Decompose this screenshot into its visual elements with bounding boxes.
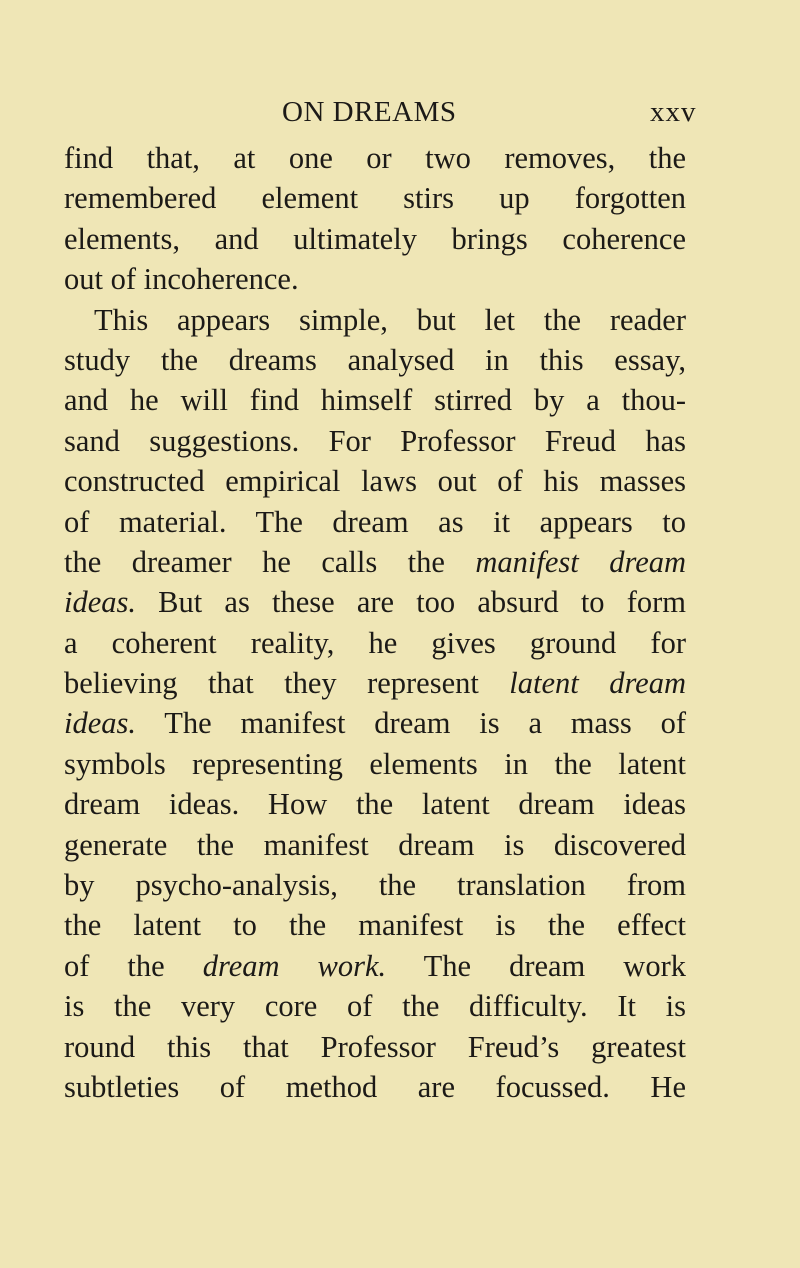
text-line bbox=[64, 138, 686, 178]
text-segment: remembered element stirs up forgotten bbox=[64, 181, 686, 216]
text-line bbox=[64, 259, 686, 299]
text-line bbox=[64, 946, 686, 986]
text-line bbox=[64, 542, 686, 582]
text-segment: generate the manifest dream is discovered bbox=[64, 827, 686, 862]
text-line bbox=[64, 825, 686, 865]
text-segment: dream ideas. How the latent dream ideas bbox=[64, 787, 686, 822]
text-line bbox=[64, 421, 686, 461]
text-segment: the dreamer he calls the bbox=[64, 544, 476, 579]
text-line bbox=[64, 623, 686, 663]
page-number: xxv bbox=[650, 96, 697, 128]
italic-term: dream work. bbox=[202, 948, 387, 983]
text-segment: subtleties of method are focussed. He bbox=[64, 1069, 686, 1104]
text-segment: The dream work bbox=[386, 948, 686, 983]
text-segment: the latent to the manifest is the effect bbox=[64, 908, 686, 943]
italic-term: latent dream bbox=[509, 666, 687, 701]
text-segment: by psycho-analysis, the translation from bbox=[64, 868, 686, 903]
text-line bbox=[64, 300, 686, 340]
text-line bbox=[64, 986, 686, 1026]
text-segment: believing that they represent bbox=[64, 666, 510, 701]
text-segment: But as these are too absurd to form bbox=[136, 585, 686, 620]
text-line bbox=[64, 582, 686, 622]
text-segment: sand suggestions. For Professor Freud has bbox=[64, 423, 686, 458]
text-segment: This appears simple, but let the reader bbox=[94, 302, 686, 337]
text-line bbox=[64, 1067, 686, 1107]
italic-term: ideas. bbox=[64, 706, 137, 741]
text-line bbox=[64, 178, 686, 218]
text-segment: The manifest dream is a mass of bbox=[136, 706, 686, 741]
text-segment: of the bbox=[64, 948, 203, 983]
text-line bbox=[64, 703, 686, 743]
text-line bbox=[64, 461, 686, 501]
text-line bbox=[64, 219, 686, 259]
text-segment: of material. The dream as it appears to bbox=[64, 504, 686, 539]
running-title: ON DREAMS bbox=[282, 96, 457, 128]
italic-term: manifest dream bbox=[475, 544, 687, 579]
text-line bbox=[64, 865, 686, 905]
text-line bbox=[64, 663, 686, 703]
text-line bbox=[64, 905, 686, 945]
text-segment: study the dreams analysed in this essay, bbox=[64, 342, 686, 377]
text-segment: constructed empirical laws out of his masses bbox=[64, 464, 686, 499]
text-line bbox=[64, 380, 686, 420]
italic-term: ideas. bbox=[64, 585, 137, 620]
text-line bbox=[64, 1027, 686, 1067]
text-segment: find that, at one or two removes, the bbox=[64, 141, 686, 175]
text-segment: symbols representing elements in the latent bbox=[64, 746, 686, 781]
text-segment: round this that Professor Freud’s greatest bbox=[64, 1029, 686, 1064]
text-segment: out of incoherence. bbox=[64, 262, 299, 297]
text-segment: and he will find himself stirred by a thou- bbox=[64, 383, 686, 418]
body-text bbox=[64, 138, 686, 1107]
text-line bbox=[64, 784, 686, 824]
text-line bbox=[64, 744, 686, 784]
text-segment: is the very core of the difficulty. It is bbox=[64, 989, 686, 1024]
text-segment: a coherent reality, he gives ground for bbox=[64, 625, 686, 660]
running-head bbox=[0, 92, 800, 132]
text-line bbox=[64, 502, 686, 542]
text-segment: elements, and ultimately brings coherence bbox=[64, 221, 686, 256]
text-line bbox=[64, 340, 686, 380]
